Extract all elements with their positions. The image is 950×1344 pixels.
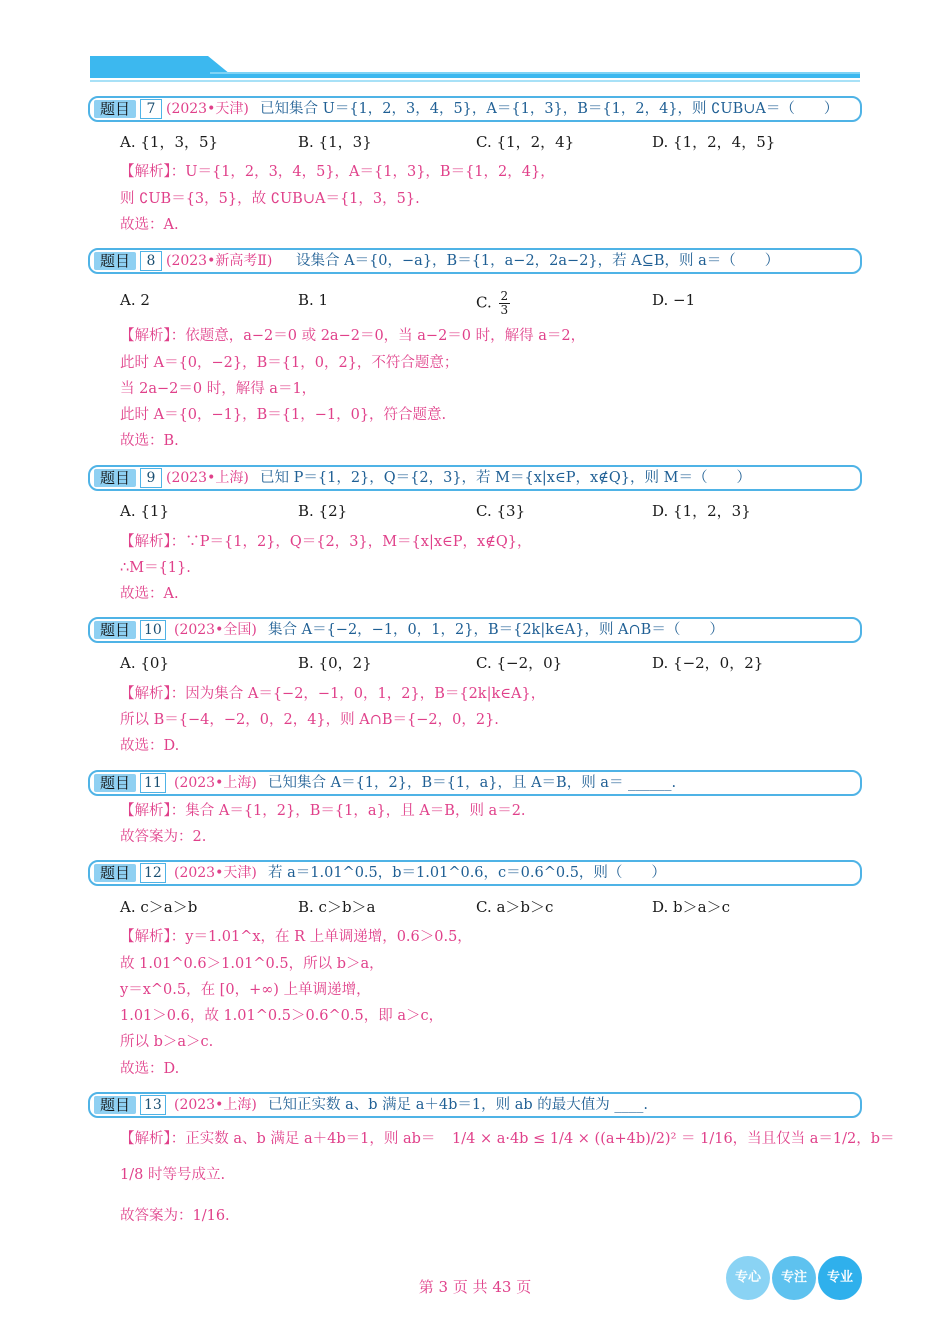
solution-line: 故选：D.: [120, 738, 180, 754]
solution-line: 【解析】：因为集合 A＝{−2，−1，0，1，2}，B＝{2k|k∈A}，: [120, 686, 546, 702]
badge-dedicate: 专注: [772, 1256, 816, 1300]
option-c: C. {−2，0}: [476, 654, 563, 672]
option-c: C. {1，2，4}: [476, 133, 575, 151]
question-9-header: [88, 465, 862, 491]
solution-line: 【解析】：U＝{1，2，3，4，5}，A＝{1，3}，B＝{1，2，4}，: [120, 164, 555, 180]
option-a: A. c＞a＞b: [120, 898, 198, 916]
question-text: 设集合 A＝{0，−a}，B＝{1，a−2，2a−2}，若 A⊆B，则 a＝（ ）: [296, 253, 780, 269]
question-number: 10: [140, 620, 166, 640]
question-tag: 题目: [94, 621, 136, 639]
option-a: A. 2: [120, 291, 150, 309]
question-number: 11: [140, 773, 166, 793]
question-source: (2023•新高考Ⅱ): [166, 253, 273, 269]
question-number: 8: [140, 251, 162, 271]
option-d: D. b＞a＞c: [652, 898, 730, 916]
solution-line: 此时 A＝{0，−2}，B＝{1，0，2}，不符合题意；: [120, 355, 459, 371]
solution-line: y＝x^0.5，在 [0，+∞) 上单调递增，: [120, 982, 371, 998]
option-d: D. {1，2，3}: [652, 502, 751, 520]
question-source: (2023•上海): [166, 470, 249, 486]
fraction: $\frac{2}{3}$: [500, 289, 509, 317]
option-c: C. a＞b＞c: [476, 898, 554, 916]
question-text: 已知集合 A＝{1，2}，B＝{1，a}，且 A＝B，则 a＝ ______.: [268, 775, 677, 791]
solution-line: 故选：A.: [120, 217, 179, 233]
solution-line: 故答案为：1/16.: [120, 1208, 230, 1224]
question-11-header: [88, 770, 862, 796]
question-text: 若 a＝1.01^0.5，b＝1.01^0.6，c＝0.6^0.5，则（ ）: [268, 865, 666, 881]
option-b: B. 1: [298, 291, 329, 309]
solution-line: 1.01＞0.6，故 1.01^0.5＞0.6^0.5，即 a＞c，: [120, 1008, 444, 1024]
question-8-header: [88, 248, 862, 274]
question-source: (2023•天津): [166, 101, 249, 117]
header-band: [90, 56, 860, 82]
question-tag: 题目: [94, 100, 136, 118]
question-13-header: [88, 1092, 862, 1118]
question-source: (2023•全国): [174, 622, 257, 638]
question-tag: 题目: [94, 864, 136, 882]
badge-focus: 专心: [726, 1256, 770, 1300]
question-tag: 题目: [94, 1096, 136, 1114]
solution-line: 故选：D.: [120, 1061, 180, 1077]
question-tag: 题目: [94, 774, 136, 792]
question-7-header: [88, 96, 862, 122]
option-b: B. c＞b＞a: [298, 898, 376, 916]
solution-line: 故答案为：2.: [120, 829, 207, 845]
question-source: (2023•天津): [174, 865, 257, 881]
option-b: B. {1，3}: [298, 133, 372, 151]
option-a: A. {1}: [120, 502, 169, 520]
question-text: 集合 A＝{−2，−1，0，1，2}，B＝{2k|k∈A}，则 A∩B＝（ ）: [268, 622, 724, 638]
solution-line: 1/4 × a·4b ≤ 1/4 × ((a+4b)/2)² ＝ 1/16，当且仅当 a＝1/2，b＝: [452, 1131, 895, 1147]
question-10-header: [88, 617, 862, 643]
solution-line: 【解析】：正实数 a、b 满足 a＋4b＝1，则 ab＝: [120, 1131, 436, 1147]
solution-line: 故 1.01^0.6＞1.01^0.5，所以 b＞a，: [120, 956, 384, 972]
option-b: B. {0，2}: [298, 654, 372, 672]
option-a: A. {1，3，5}: [120, 133, 219, 151]
question-source: (2023•上海): [174, 1097, 257, 1113]
question-number: 12: [140, 863, 166, 883]
solution-line: 【解析】：集合 A＝{1，2}，B＝{1，a}，且 A＝B，则 a＝2.: [120, 803, 526, 819]
question-12-header: [88, 860, 862, 886]
option-d: D. {−2，0，2}: [652, 654, 764, 672]
solution-line: 故选：B.: [120, 433, 179, 449]
solution-line: 所以 b＞a＞c.: [120, 1034, 214, 1050]
solution-line: 【解析】：∵P＝{1，2}，Q＝{2，3}，M＝{x|x∈P，x∉Q}，: [120, 534, 532, 550]
question-number: 7: [140, 99, 162, 119]
question-number: 13: [140, 1095, 166, 1115]
page-number: 第 3 页 共 43 页: [418, 1278, 532, 1296]
question-source: (2023•上海): [174, 775, 257, 791]
question-text: 已知正实数 a、b 满足 a＋4b＝1，则 ab 的最大值为 ____.: [268, 1097, 648, 1113]
option-d: D. {1，2，4，5}: [652, 133, 776, 151]
option-c: C. $\frac{2}{3}$: [476, 289, 509, 317]
solution-line: ∴M＝{1}.: [120, 560, 191, 576]
question-tag: 题目: [94, 252, 136, 270]
solution-line: 所以 B＝{−4，−2，0，2，4}，则 A∩B＝{−2，0，2}.: [120, 712, 499, 728]
solution-line: 故选：A.: [120, 586, 179, 602]
solution-line: 当 2a−2＝0 时，解得 a＝1，: [120, 381, 317, 397]
badge-professional: 专业: [818, 1256, 862, 1300]
question-text: 已知集合 U＝{1，2，3，4，5}，A＝{1，3}，B＝{1，2，4}，则 ∁UB∪A＝（ ）: [260, 101, 839, 117]
question-tag: 题目: [94, 469, 136, 487]
solution-line: 1/8 时等号成立.: [120, 1167, 226, 1183]
option-d: D. −1: [652, 291, 696, 309]
question-number: 9: [140, 468, 162, 488]
solution-line: 【解析】：依题意，a−2＝0 或 2a−2＝0，当 a−2＝0 时，解得 a＝2，: [120, 328, 586, 344]
option-c: C. {3}: [476, 502, 526, 520]
solution-line: 则 ∁UB＝{3，5}，故 ∁UB∪A＝{1，3，5}.: [120, 191, 420, 207]
option-a: A. {0}: [120, 654, 169, 672]
question-text: 已知 P＝{1，2}，Q＝{2，3}，若 M＝{x|x∈P，x∉Q}，则 M＝（ ）: [260, 470, 751, 486]
solution-line: 【解析】：y＝1.01^x，在 R 上单调递增，0.6＞0.5，: [120, 929, 472, 945]
solution-line: 此时 A＝{0，−1}，B＝{1，−1，0}，符合题意.: [120, 407, 447, 423]
option-b: B. {2}: [298, 502, 348, 520]
